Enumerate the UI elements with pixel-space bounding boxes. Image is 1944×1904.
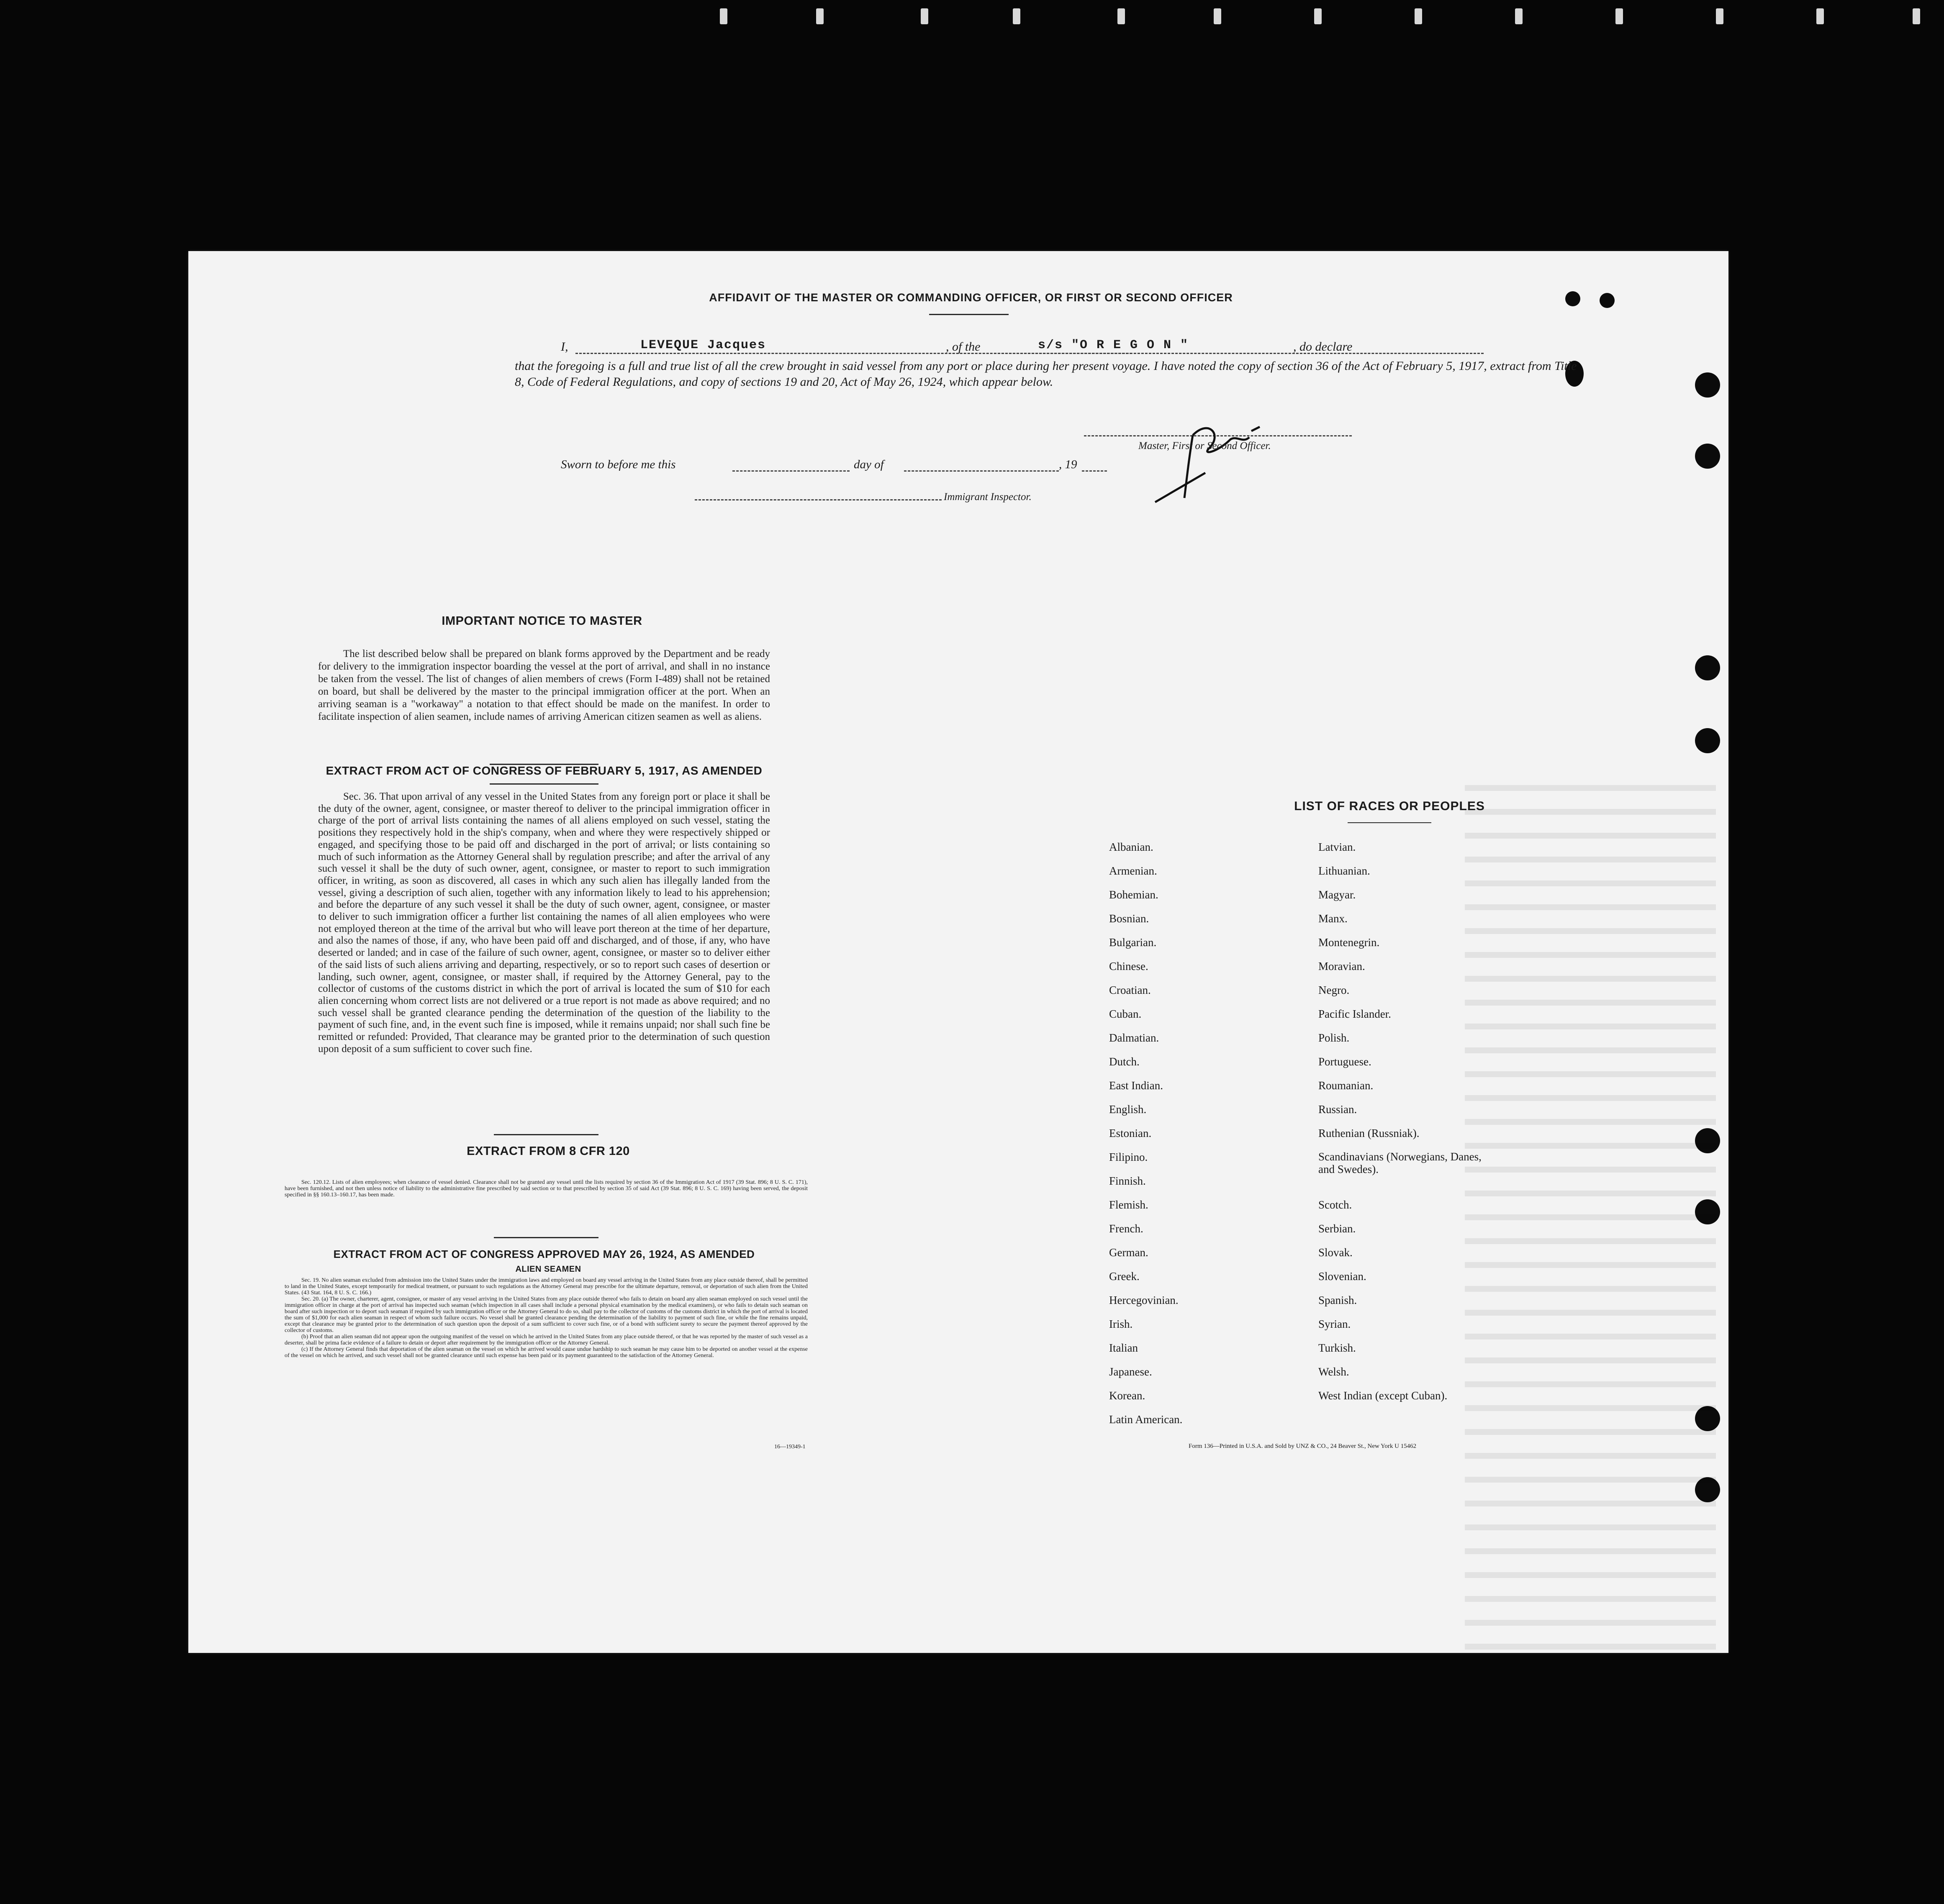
- race-item: Polish.: [1318, 1032, 1350, 1044]
- extract-1924-text: [285, 1277, 808, 1359]
- race-item: Magyar.: [1318, 888, 1356, 901]
- section-19-paragraph: Sec. 19. No alien seaman excluded from admission into the United States under the immigration laws and employed on board any vessel arriving in the United States from any place outside thereof, shall be permitted to land in the United States, except temporarily for medical treatment, or pursuant to such regulations as the Attorney General may prescribe for the ultimate departure, removal, or deportation of such alien from the United States. (43 Stat. 164, 8 U. S. C. 166.): [285, 1277, 808, 1296]
- inspector-line: [695, 499, 942, 500]
- race-item: Pacific Islander.: [1318, 1008, 1391, 1020]
- extract-1917-rule: [490, 783, 598, 785]
- race-item: Welsh.: [1318, 1365, 1349, 1378]
- race-item: Albanian.: [1109, 841, 1153, 853]
- race-item: Scandinavians (Norwegians, Danes, and Swedes).: [1318, 1150, 1482, 1175]
- race-item: West Indian (except Cuban).: [1318, 1389, 1448, 1402]
- notice-text: [318, 648, 770, 723]
- day-of-text: day of: [854, 458, 884, 471]
- race-item: Slovak.: [1318, 1246, 1353, 1259]
- signature-caption: Master, First or Second Officer.: [1138, 440, 1271, 452]
- binder-hole: [1695, 728, 1720, 753]
- race-item: Portuguese.: [1318, 1055, 1371, 1068]
- cfr-rule: [494, 1134, 598, 1135]
- race-item: East Indian.: [1109, 1079, 1163, 1092]
- races-title: LIST OF RACES OR PEOPLES: [1294, 799, 1485, 813]
- section-120-12-paragraph: Sec. 120.12. Lists of alien employees; when clearance of vessel denied. Clearance shall not be granted any vessel until the lists required by section 36 of the Immigration Act of 1917 (39 Stat. 896; 8 U. S. C. 171), have been furnished, and not then unless notice of liability to the administrative fine prescribed by said section or to that prescribed by section 35 of said Act (39 Stat. 896; 8 U. S. C. 169) having been served, the deposit specified in §§ 160.13–160.17, has been made.: [285, 1179, 808, 1198]
- race-item: Korean.: [1109, 1389, 1145, 1402]
- signature: [1147, 410, 1272, 506]
- race-item: Cuban.: [1109, 1008, 1142, 1020]
- race-item: Russian.: [1318, 1103, 1357, 1116]
- race-item: Syrian.: [1318, 1318, 1351, 1330]
- race-item: Bulgarian.: [1109, 936, 1157, 949]
- races-rule: [1348, 822, 1431, 823]
- print-code: 16—19349-1: [774, 1444, 806, 1450]
- race-item: Hercegovinian.: [1109, 1294, 1179, 1306]
- extract-cfr-heading: EXTRACT FROM 8 CFR 120: [467, 1144, 630, 1158]
- race-item: Scotch.: [1318, 1198, 1352, 1211]
- declaration-body: that the foregoing is a full and true list of all the crew brought in said vessel from any port or place during her present voyage. I have noted the copy of section 36 of the Act of February 5, 1917, extract from Title 8, Code of Federal Regulations, and copy of sections 19 and 20, Act of May 26, 1924, which appear below.: [515, 359, 1577, 389]
- race-item: Moravian.: [1318, 960, 1365, 973]
- film-strip-marks: [720, 8, 1934, 29]
- form-print-note: Form 136—Printed in U.S.A. and Sold by UNZ & CO., 24 Beaver St., New York U 15462: [1189, 1443, 1417, 1450]
- race-item: Latvian.: [1318, 841, 1356, 853]
- race-item: Flemish.: [1109, 1198, 1148, 1211]
- race-item: Dutch.: [1109, 1055, 1140, 1068]
- races-right-column: [1318, 835, 1494, 1408]
- section-36-paragraph: Sec. 36. That upon arrival of any vessel in the United States from any foreign port or place it shall be the duty of the owner, agent, consignee, or master thereof to deliver to the principal immigration officer in charge of the port of arrival lists containing the names of all aliens employed on such vessel, stating the positions they respectively hold in the ship's company, when and where they were respectively shipped or engaged, and specifying those to be paid off and discharged in the port of arrival; or lists containing so much of such information as the Attorney General shall by regulation prescribe; and after the arrival of any such vessel it shall be the duty of such owner, agent, consignee, or master to report to such immigration officer, in writing, as soon as discovered, all cases in which any such alien has illegally landed from the vessel, giving a description of such alien, together with any information likely to lead to his apprehension; and before the departure of any such vessel it shall be the duty of such owner, agent, consignee, or master to deliver to such immigration officer a further list containing the names of all alien employees who were not employed thereon at the time of the arrival but who will leave port thereon at the time of her departure, and also the names of those, if any, who have been paid off and discharged, and of those, if any, who have deserted or landed; and in case of the failure of such owner, agent, consignee, or master so to deliver either of the said lists of such aliens arriving and departing, respectively, or so to report such cases of desertion or landing, such owner, agent, consignee, or master shall, if required by the Attorney General, pay to the collector of customs of the customs district in which the port of arrival is located the sum of $10 for each alien concerning whom correct lists are not delivered or a true report is not made as above required; and no such vessel shall be granted clearance pending the determination of the question of the liability to the payment of such fine, and, in the event such fine is imposed, while it remains unpaid; nor shall such fine be remitted or refunded: Provided, That clearance may be granted prior to the determination of such question upon deposit of a sum sufficient to cover such fine.: [318, 791, 770, 1055]
- declarant-name: LEVEQUE Jacques: [640, 338, 766, 352]
- sworn-year-line: [1082, 470, 1107, 472]
- race-item: Lithuanian.: [1318, 865, 1370, 877]
- vessel-name: s/s "O R E G O N ": [1038, 338, 1189, 352]
- of-the-text: , of the: [946, 340, 981, 354]
- inspector-caption: Immigrant Inspector.: [944, 491, 1032, 503]
- race-item: Negro.: [1318, 984, 1350, 996]
- declaration-prefix: I,: [561, 340, 568, 354]
- race-item: German.: [1109, 1246, 1148, 1259]
- year-text: , 19: [1059, 458, 1077, 471]
- do-declare-text: , do declare: [1293, 340, 1353, 354]
- race-item: Finnish.: [1109, 1175, 1146, 1187]
- race-item: Filipino.: [1109, 1151, 1148, 1163]
- race-item: Spanish.: [1318, 1294, 1357, 1306]
- race-item: Slovenian.: [1318, 1270, 1366, 1283]
- race-item: Japanese.: [1109, 1365, 1152, 1378]
- race-item: Serbian.: [1318, 1222, 1356, 1235]
- binder-hole: [1600, 293, 1615, 308]
- bleed-through-text: [1465, 774, 1716, 1904]
- race-item: Roumanian.: [1318, 1079, 1374, 1092]
- race-item: Latin American.: [1109, 1413, 1183, 1426]
- binder-hole: [1695, 655, 1720, 680]
- vessel-line: [994, 353, 1484, 354]
- race-item: Bosnian.: [1109, 912, 1149, 925]
- extract-cfr-text: [285, 1179, 808, 1198]
- extract-1917-heading: EXTRACT FROM ACT OF CONGRESS OF FEBRUARY 5, 1917, AS AMENDED: [326, 764, 763, 777]
- extract-1917-text: [318, 791, 770, 1055]
- race-item: Dalmatian.: [1109, 1032, 1159, 1044]
- race-item: Manx.: [1318, 912, 1348, 925]
- race-item: Estonian.: [1109, 1127, 1152, 1139]
- sworn-month-line: [904, 470, 1059, 472]
- race-item: Armenian.: [1109, 865, 1157, 877]
- race-item: Croatian.: [1109, 984, 1151, 996]
- binder-hole: [1695, 372, 1720, 398]
- race-item: Bohemian.: [1109, 888, 1158, 901]
- extract-1924-heading: EXTRACT FROM ACT OF CONGRESS APPROVED MAY 26, 1924, AS AMENDED: [333, 1248, 755, 1260]
- race-item: English.: [1109, 1103, 1147, 1116]
- sworn-day-line: [732, 470, 850, 472]
- alien-seamen-subheading: ALIEN SEAMEN: [515, 1265, 581, 1274]
- binder-hole: [1695, 444, 1720, 469]
- race-item: Turkish.: [1318, 1342, 1356, 1354]
- section-20c-paragraph: (c) If the Attorney General finds that deportation of the alien seaman on the vessel on which he arrived would cause undue hardship to such seaman he may cause him to be deported on another vessel at the expense of the vessel on which he arrived, and such vessel shall not be granted clearance until such expense has been paid or its payment guaranteed to the satisfaction of the Attorney General.: [285, 1346, 808, 1359]
- race-item: Greek.: [1109, 1270, 1140, 1283]
- race-item: Ruthenian (Russniak).: [1318, 1127, 1420, 1139]
- race-item: Chinese.: [1109, 960, 1148, 973]
- race-item: French.: [1109, 1222, 1143, 1235]
- extract-1924-rule: [494, 1237, 598, 1238]
- binder-hole: [1565, 291, 1580, 306]
- race-item: Montenegrin.: [1318, 936, 1380, 949]
- title-rule: [929, 314, 1009, 315]
- race-item: Irish.: [1109, 1318, 1133, 1330]
- race-item: Italian: [1109, 1342, 1138, 1354]
- document-page: [188, 251, 1728, 1653]
- affidavit-title: AFFIDAVIT OF THE MASTER OR COMMANDING OFFICER, OR FIRST OR SECOND OFFICER: [709, 291, 1233, 304]
- section-20b-paragraph: (b) Proof that an alien seaman did not appear upon the outgoing manifest of the vessel on which he arrived in the United States from any place outside thereof, or that he was reported by the master of such vessel as a deserter, shall be prima facie evidence of a failure to detain or deport after requirement by the immigration officer or the Attorney General.: [285, 1334, 808, 1346]
- notice-paragraph: The list described below shall be prepared on blank forms approved by the Department and be ready for delivery to the immigration inspector boarding the vessel at the port of arrival, and shall in no instance be taken from the vessel. The list of changes of alien members of crews (Form I-489) shall not be retained on board, but shall be delivered by the master to the principal immigration officer at the port. When an arriving seaman is a "workaway" a notation to that effect should be made on the manifest. In order to facilitate inspection of alien seamen, include names of arriving American citizen seamen as well as aliens.: [318, 648, 770, 722]
- races-left-column: [1109, 835, 1182, 1432]
- section-20a-paragraph: Sec. 20. (a) The owner, charterer, agent, consignee, or master of any vessel arriving in the United States from any place outside thereof who fails to detain on board any alien seaman employed on such vessel until the immigration officer in charge at the port of arrival has inspected such seaman (which inspection in all cases shall include a personal physical examination by the medical examiners), or who fails to detain such seaman on board after such inspection or to deport such seaman if required by such immigration officer or the Attorney General to do so, shall pay to the collector of customs of the customs district in which the port of arrival is located the sum of $1,000 for each alien seaman in respect of whom such failure occurs. No vessel shall be granted clearance pending the determination of the liability to payment of such fine, or while the fine remains unpaid, except that clearance may be granted prior to the determination of such question upon the deposit of a sum sufficient to cover such fine, or of a bond with sufficient surety to secure the payment thereof approved by the collector of customs.: [285, 1296, 808, 1334]
- notice-heading: IMPORTANT NOTICE TO MASTER: [442, 614, 642, 628]
- sworn-text: Sworn to before me this: [561, 458, 676, 471]
